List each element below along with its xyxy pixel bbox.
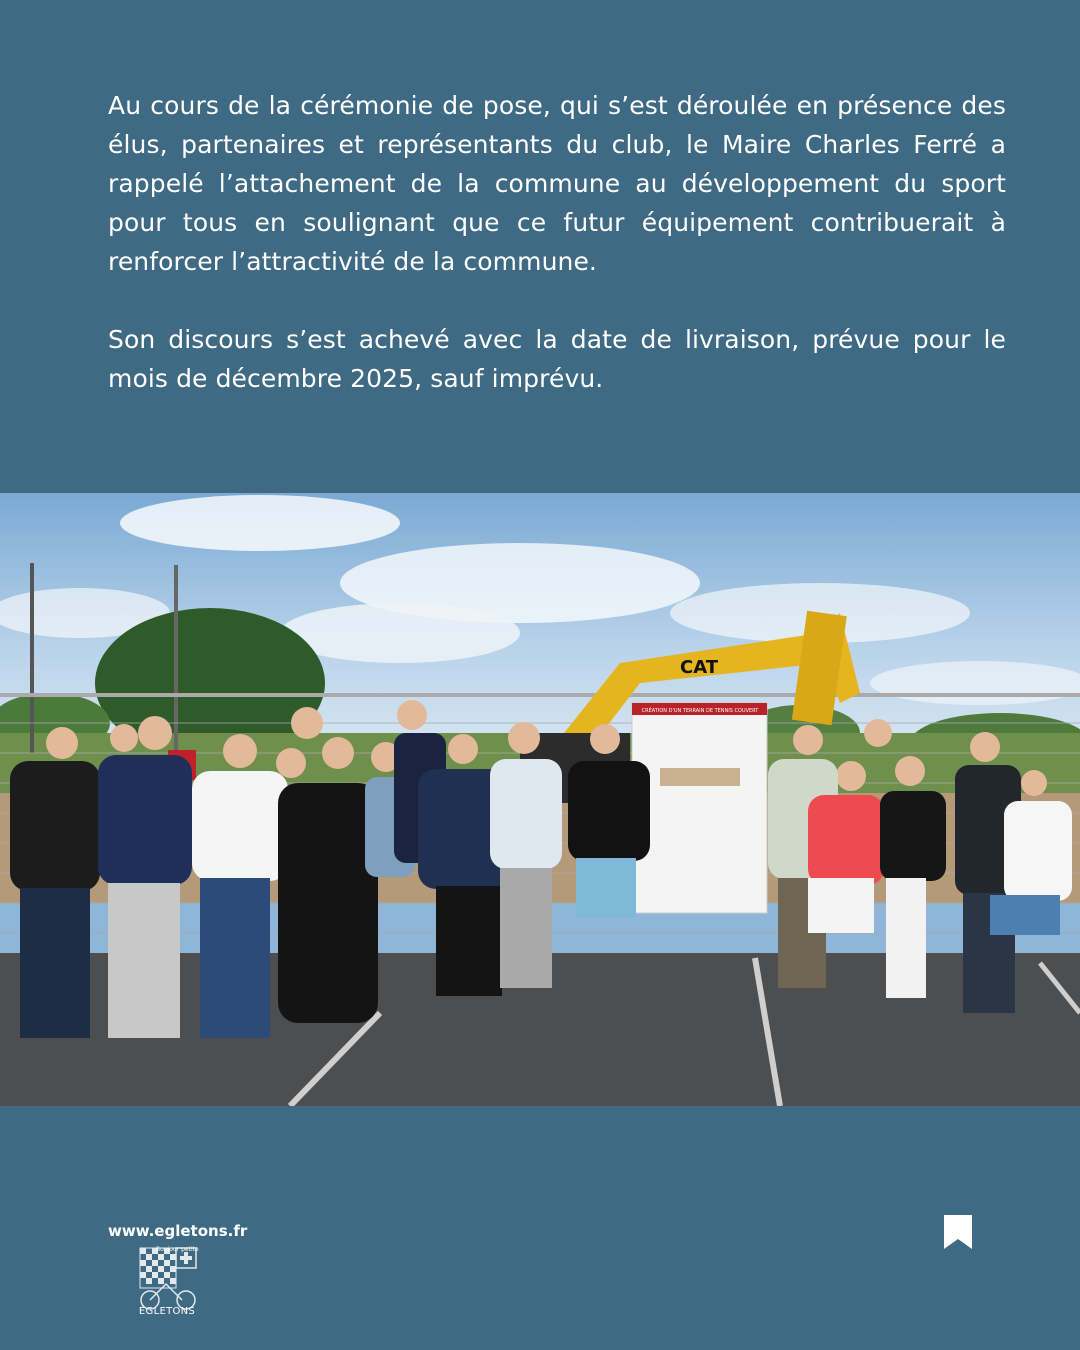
sign-title: CRÉATION D'UN TERRAIN DE TENNIS COUVERT xyxy=(641,708,759,714)
logo-tagline: Bonjour petite xyxy=(156,1246,199,1253)
logo-name: ÉGLETONS xyxy=(138,1306,196,1317)
bookmark-icon[interactable] xyxy=(944,1215,972,1249)
ceremony-photo xyxy=(0,493,1080,1106)
paragraph-1: Au cours de la cérémonie de pose, qui s’est déroulée en présence des élus, partenaires et représentants du club, le Maire Charles Ferré a rappelé l’attachement de la commune au développement du sport pour tous en soulignant que ce futur équipement contribuerait à renforcer l’attractivité de la commune. xyxy=(108,91,1006,276)
website-url[interactable]: www.egletons.fr xyxy=(108,1222,248,1240)
article-text xyxy=(108,86,1006,398)
excavator-brand: CAT xyxy=(680,657,719,678)
paragraph-2: Son discours s’est achevé avec la date de livraison, prévue pour le mois de décembre 2025, sauf imprévu. xyxy=(108,325,1006,393)
